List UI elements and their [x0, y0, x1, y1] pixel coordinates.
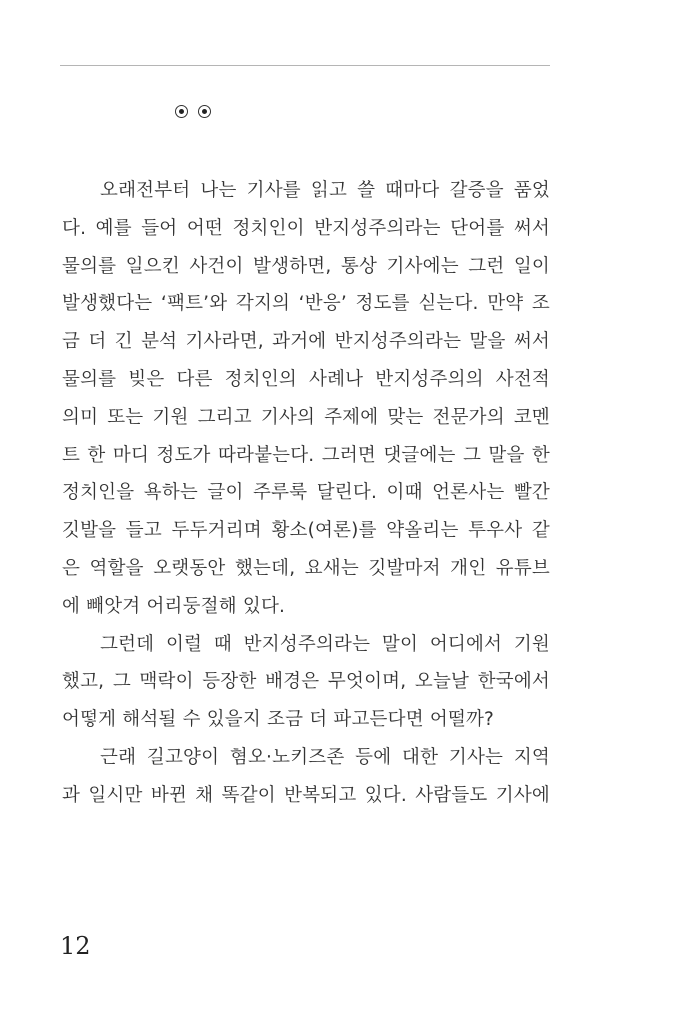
body-text — [62, 172, 550, 815]
section-ornament — [175, 105, 211, 118]
text-line: 그런데 이럴 때 반지성주의라는 말이 어디에서 기원 — [100, 633, 550, 655]
text-line: 의미 또는 기원 그리고 기사의 주제에 맞는 전문가의 코멘 — [62, 406, 550, 428]
text-line: 은 역할을 오랫동안 했는데, 요새는 깃발마저 개인 유튜브 — [62, 557, 550, 579]
text-line: 트 한 마디 정도가 따라붙는다. 그러면 댓글에는 그 말을 한 — [62, 444, 550, 466]
page-number: 12 — [60, 932, 91, 960]
text-line: 에 빼앗겨 어리둥절해 있다. — [62, 595, 286, 617]
text-line: 금 더 긴 분석 기사라면, 과거에 반지성주의라는 말을 써서 — [62, 331, 550, 353]
text-line: 물의를 일으킨 사건이 발생하면, 통상 기사에는 그런 일이 — [62, 255, 550, 277]
paragraph-2 — [62, 626, 550, 739]
text-line: 어떻게 해석될 수 있을지 조금 더 파고든다면 어떨까? — [62, 709, 495, 731]
text-line: 물의를 빚은 다른 정치인의 사례나 반지성주의의 사전적 — [62, 368, 550, 390]
text-line: 다. 예를 들어 어떤 정치인이 반지성주의라는 단어를 써서 — [62, 217, 550, 239]
paragraph-1 — [62, 172, 550, 626]
eye-icon — [198, 105, 211, 118]
paragraph-3 — [62, 739, 550, 815]
header-rule — [60, 65, 550, 66]
text-line: 발생했다는 ‘팩트’와 각지의 ‘반응’ 정도를 싣는다. 만약 조 — [62, 293, 550, 315]
text-line: 오래전부터 나는 기사를 읽고 쓸 때마다 갈증을 품었 — [100, 180, 550, 201]
text-line: 근래 길고양이 혐오·노키즈존 등에 대한 기사는 지역 — [100, 746, 550, 768]
eye-icon — [175, 105, 188, 118]
text-line: 정치인을 욕하는 글이 주루룩 달린다. 이때 언론사는 빨간 — [62, 482, 550, 504]
text-line: 깃발을 들고 두두거리며 황소(여론)를 약올리는 투우사 같 — [62, 520, 550, 542]
text-line: 과 일시만 바뀐 채 똑같이 반복되고 있다. 사람들도 기사에 — [62, 784, 550, 806]
text-line: 했고, 그 맥락이 등장한 배경은 무엇이며, 오늘날 한국에서 — [62, 671, 550, 693]
